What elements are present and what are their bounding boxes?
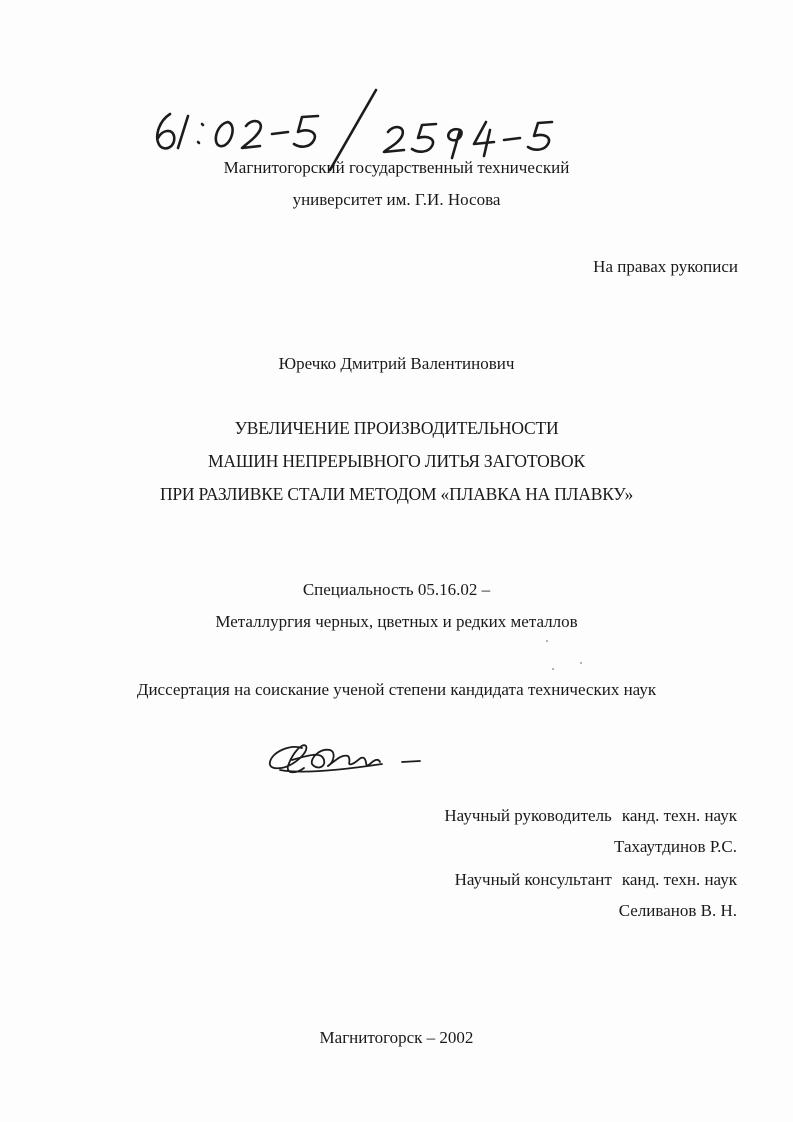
consultant-degree: канд. техн. наук (621, 870, 737, 889)
advisor-line (444, 806, 737, 826)
specialty-line-1: Специальность 05.16.02 – (302, 580, 491, 599)
specialty-line-2: Металлургия черных, цветных и редких металлов (215, 612, 578, 631)
scan-speck (580, 662, 582, 664)
consultant-name: Селиванов В. Н. (618, 901, 737, 920)
advisor-name: Тахаутдинов Р.С. (614, 837, 737, 856)
rights-notice: На правах рукописи (593, 257, 738, 276)
author-name: Юречко Дмитрий Валентинович (278, 354, 515, 373)
footer-city-year: Магнитогорск – 2002 (319, 1028, 474, 1047)
scan-speck (546, 640, 548, 642)
degree-line: Диссертация на соискание ученой степени кандидата технических наук (136, 680, 657, 699)
university-line-2: университет им. Г.И. Носова (292, 190, 501, 209)
title-line-1: УВЕЛИЧЕНИЕ ПРОИЗВОДИТЕЛЬНОСТИ (234, 418, 559, 438)
advisor-role: Научный руководитель (444, 806, 612, 825)
scan-speck (552, 668, 554, 670)
title-line-3: ПРИ РАЗЛИВКЕ СТАЛИ МЕТОДОМ «ПЛАВКА НА ПЛАВКУ» (159, 484, 634, 504)
consultant-role: Научный консультант (454, 870, 612, 889)
consultant-line (455, 870, 737, 890)
title-line-2: МАШИН НЕПРЕРЫВНОГО ЛИТЬЯ ЗАГОТОВОК (208, 451, 585, 471)
signature (262, 730, 432, 790)
advisor-degree: канд. техн. наук (621, 806, 737, 825)
university-line-1: Магнитогорский государственный технический (223, 158, 570, 177)
